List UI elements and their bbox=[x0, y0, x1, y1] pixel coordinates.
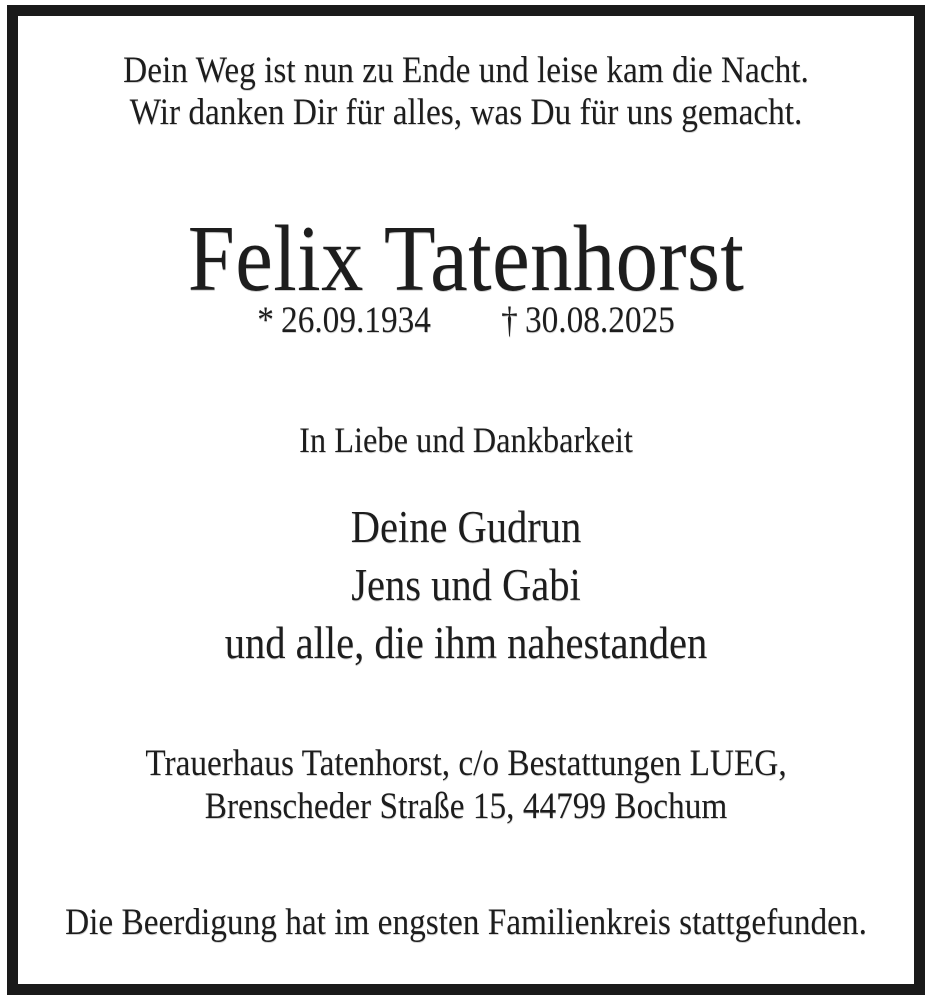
death-date-group bbox=[501, 297, 675, 345]
funeral-home-address bbox=[18, 742, 914, 828]
funeral-note: Die Beerdigung hat im engsten Familienkreis stattgefunden. bbox=[65, 902, 867, 943]
obituary-frame-border bbox=[7, 5, 925, 995]
birth-star-symbol: * bbox=[257, 300, 274, 341]
memorial-verse bbox=[18, 50, 914, 134]
obituary-content-area bbox=[18, 16, 914, 984]
birth-date: 26.09.1934 bbox=[281, 300, 431, 341]
address-line-1: Trauerhaus Tatenhorst, c/o Bestattungen LUEG, bbox=[145, 743, 787, 784]
verse-line-1: Dein Weg ist nun zu Ende und leise kam die Nacht. bbox=[123, 50, 809, 91]
deceased-name: Felix Tatenhorst bbox=[187, 207, 745, 311]
life-dates bbox=[18, 297, 914, 345]
birth-date-group bbox=[257, 297, 431, 345]
closing-line: In Liebe und Dankbarkeit bbox=[299, 420, 633, 460]
verse-line-2: Wir danken Dir für alles, was Du für uns gemacht. bbox=[129, 92, 803, 133]
death-cross-symbol: † bbox=[501, 300, 518, 341]
mourner-line-3: und alle, die ihm nahestanden bbox=[224, 618, 708, 668]
death-date: 30.08.2025 bbox=[524, 300, 675, 341]
mourner-line-2: Jens und Gabi bbox=[351, 560, 581, 610]
mourner-line-1: Deine Gudrun bbox=[350, 502, 582, 552]
address-line-2: Brenscheder Straße 15, 44799 Bochum bbox=[204, 786, 728, 827]
mourners-list bbox=[18, 498, 914, 672]
